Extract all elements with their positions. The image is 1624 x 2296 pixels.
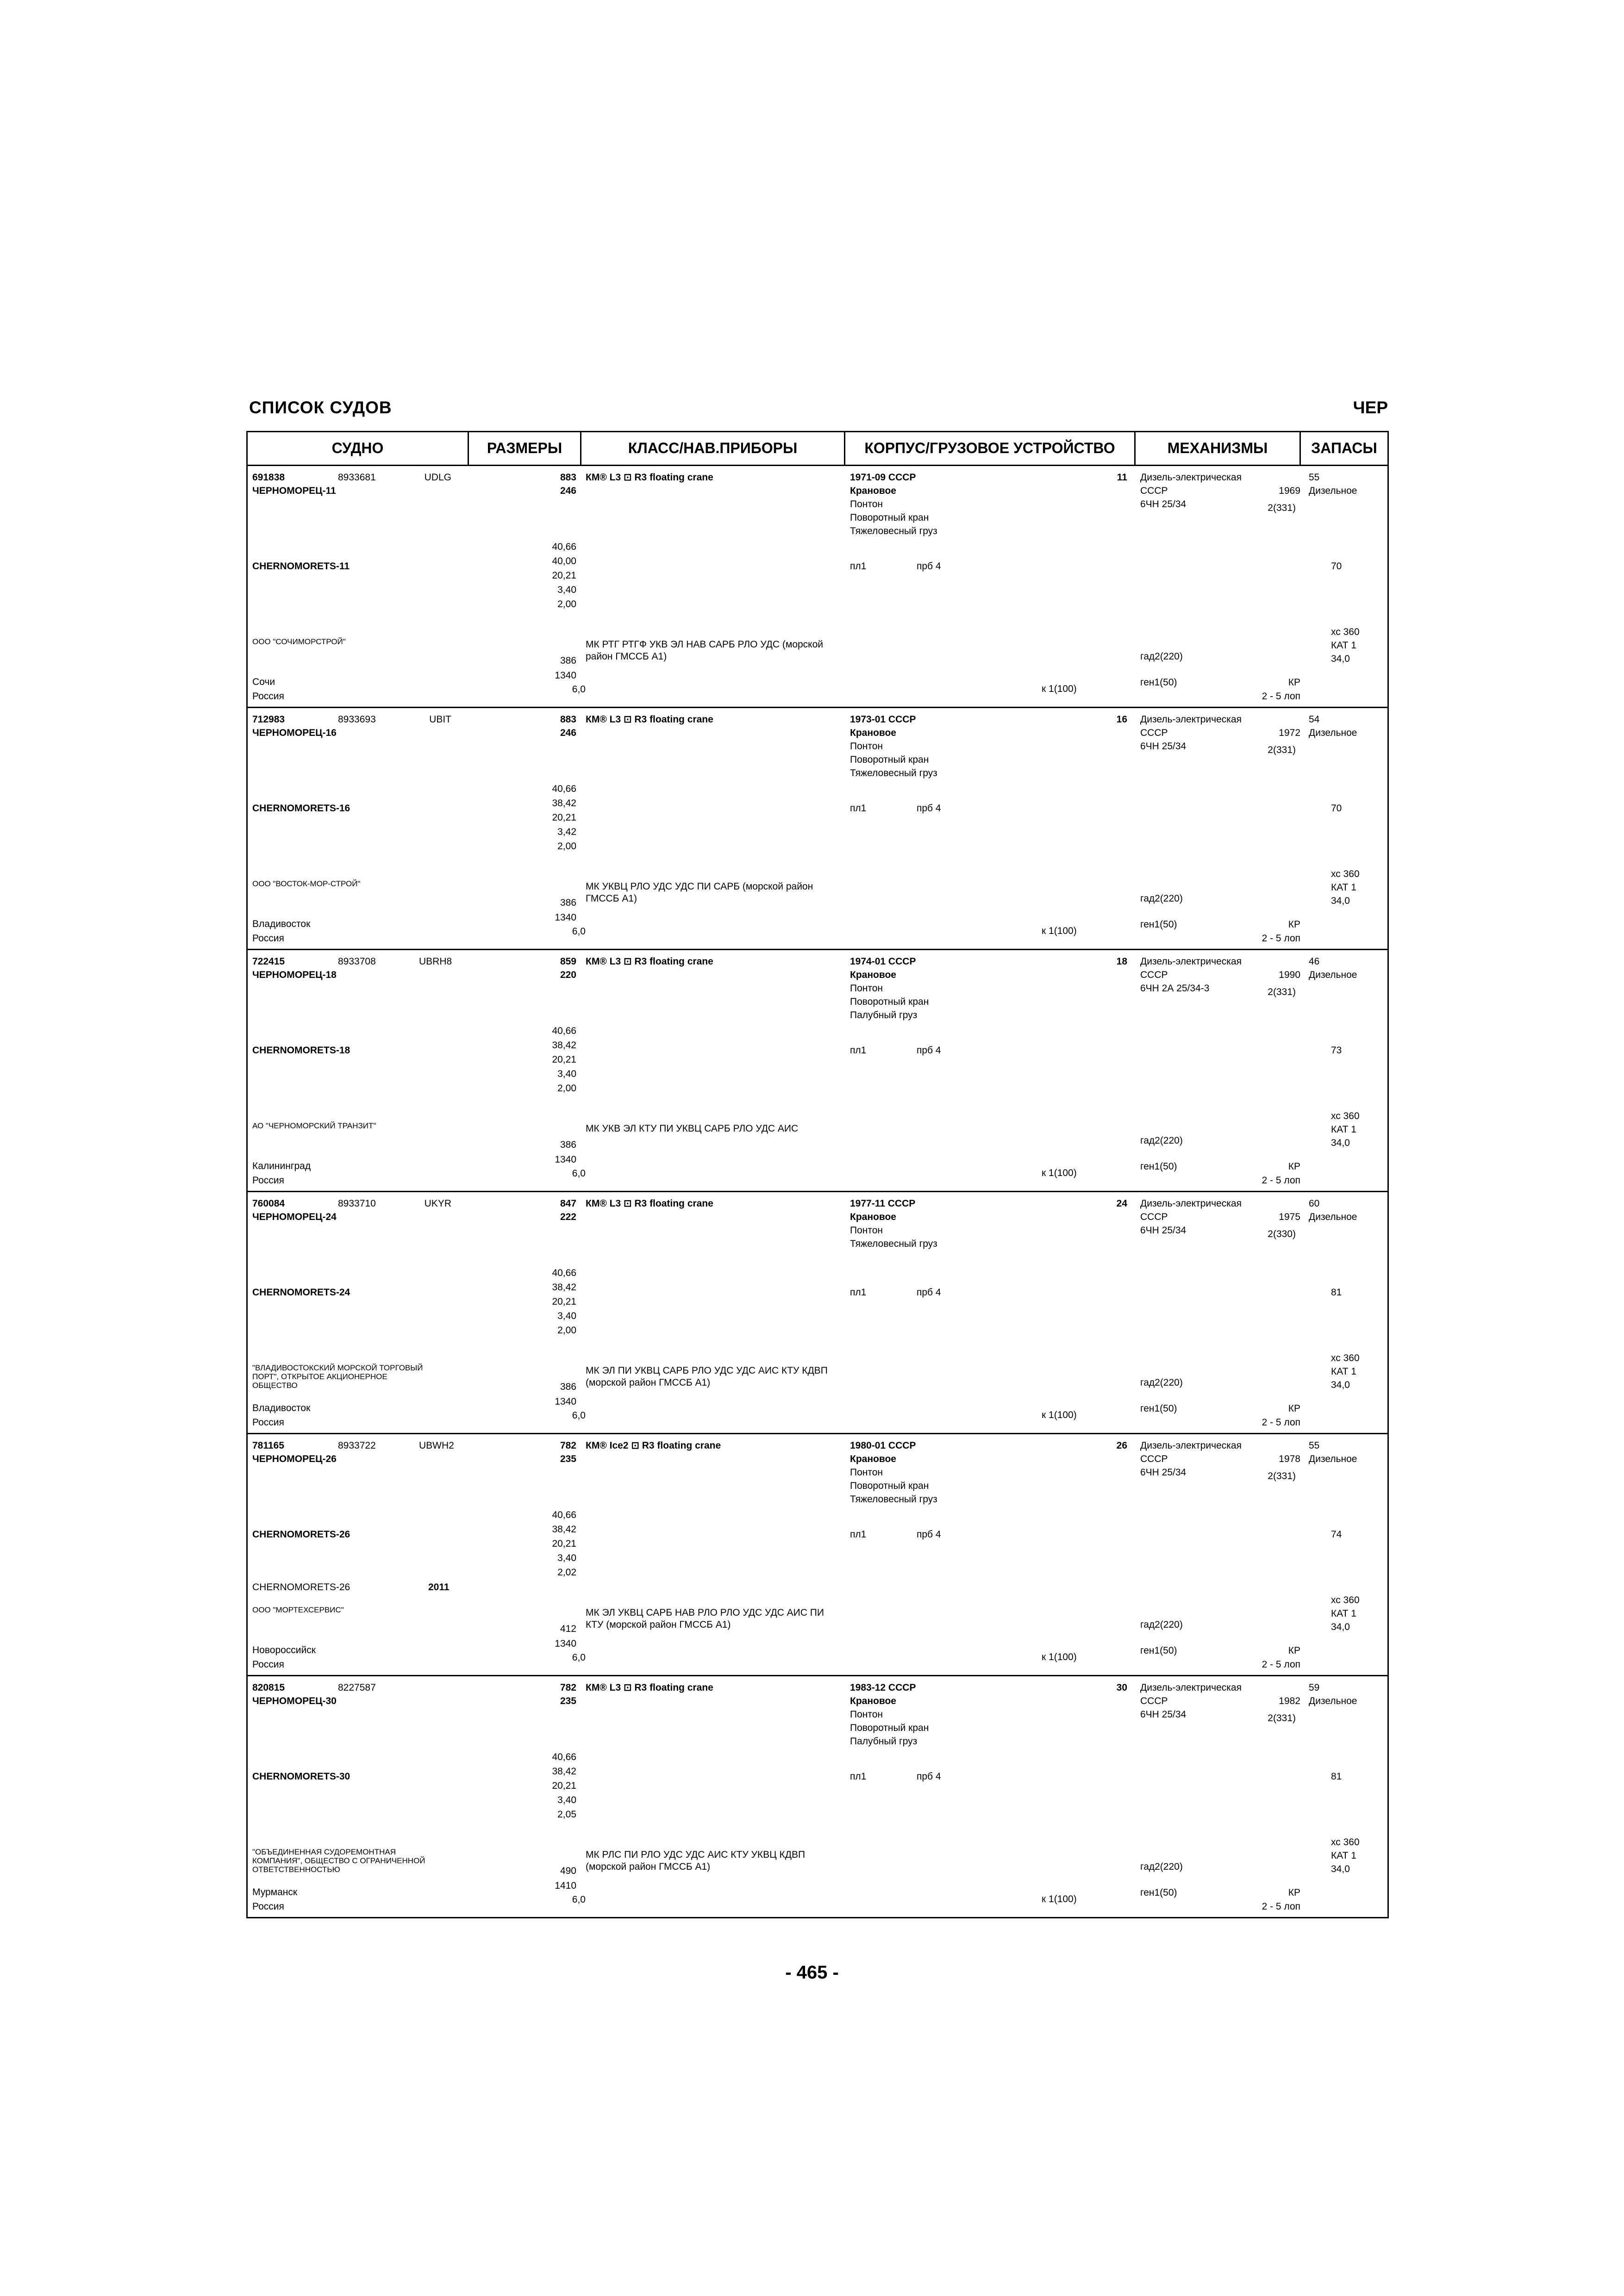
kat-value: КАТ 1 [1331, 882, 1356, 893]
hull-feature: Понтон [850, 983, 883, 994]
reserve-mid: 81 [1331, 1287, 1342, 1298]
reserve-top: 55 [1309, 472, 1320, 483]
engine-country: СССР [1140, 1454, 1168, 1464]
call-sign: UBIT [429, 714, 451, 725]
old-name-year: 2011 [428, 1582, 450, 1593]
kr-value: КР [1288, 1403, 1300, 1414]
dimension-value: 20,21 [552, 812, 576, 823]
ship-record [248, 1676, 1387, 1917]
capacity: 34,0 [1331, 1380, 1350, 1390]
kr-value: КР [1288, 919, 1300, 930]
build-info: 1980-01 СССР [850, 1440, 916, 1451]
kr-value: КР [1288, 1887, 1300, 1898]
ship-type: Крановое [850, 1454, 896, 1464]
xc-value: хс 360 [1331, 627, 1360, 637]
dimension-value: 20,21 [552, 570, 576, 581]
engine-country: СССР [1140, 1212, 1168, 1222]
dimension-value: 3,40 [557, 585, 576, 595]
kat-value: КАТ 1 [1331, 640, 1356, 651]
hull-feature: Тяжеловесный груз [850, 526, 937, 536]
kat-value: КАТ 1 [1331, 1366, 1356, 1377]
ship-name: ЧЕРНОМОРЕЦ-30 [252, 1696, 337, 1706]
xc-value: хс 360 [1331, 1353, 1360, 1363]
k-value: к 1(100) [1042, 1410, 1077, 1420]
reg-number: 781165 [252, 1440, 284, 1451]
hull-feature: Понтон [850, 1467, 883, 1478]
hull-feature: Понтон [850, 741, 883, 752]
ship-name-latin: CHERNOMORETS-16 [252, 803, 350, 814]
reserve-top: 60 [1309, 1198, 1320, 1209]
kr-value: КР [1288, 1645, 1300, 1656]
kat-value: КАТ 1 [1331, 1608, 1356, 1619]
yard-number: 11 [1117, 472, 1127, 483]
ship-name-latin: CHERNOMORETS-11 [252, 561, 350, 572]
flag-country: Россия [252, 1659, 284, 1670]
imo-number: 8933681 [338, 472, 376, 483]
displacement: 1340 [555, 1396, 576, 1407]
page-number: - 465 - [785, 1962, 839, 1983]
engine-model: 6ЧН 25/34 [1140, 741, 1187, 752]
reserve-mid: 70 [1331, 803, 1342, 814]
class-notation: КМ® L3 ⊡ R3 floating crane [586, 1682, 713, 1693]
reserve-mid: 81 [1331, 1771, 1342, 1782]
engine-model: 6ЧН 25/34 [1140, 1709, 1187, 1720]
col-header-reserves: ЗАПАСЫ [1311, 440, 1377, 456]
dimension-value: 3,40 [557, 1553, 576, 1563]
xc-value: хс 360 [1331, 869, 1360, 879]
reg-number: 820815 [252, 1682, 285, 1693]
col-header-class: КЛАСС/НАВ.ПРИБОРЫ [628, 440, 798, 456]
ship-record [248, 1434, 1387, 1676]
gross-tonnage: 235 [560, 1454, 576, 1464]
build-info: 1974-01 СССР [850, 956, 916, 967]
engine-type: Дизель-электрическая [1140, 1682, 1242, 1693]
deck-category: пл1 [850, 1045, 867, 1056]
flag-country: Россия [252, 1417, 284, 1428]
ship-name: ЧЕРНОМОРЕЦ-18 [252, 970, 337, 980]
net-tonnage: 386 [560, 897, 576, 908]
net-tonnage: 386 [560, 1381, 576, 1392]
reg-number: 760084 [252, 1198, 285, 1209]
blade-count: 2 - 5 лоп [1262, 1901, 1300, 1912]
reserve-mid: 73 [1331, 1045, 1342, 1056]
call-sign: UBWH2 [419, 1440, 454, 1451]
net-tonnage: 412 [560, 1624, 576, 1634]
col-header-ship: СУДНО [331, 440, 384, 456]
imo-number: 8933722 [338, 1440, 376, 1451]
dimension-value: 20,21 [552, 1780, 576, 1791]
bulk-category: прб 4 [917, 1771, 941, 1782]
kat-value: КАТ 1 [1331, 1850, 1356, 1861]
class-notation: КМ® L3 ⊡ R3 floating crane [586, 956, 713, 967]
capacity: 34,0 [1331, 1138, 1350, 1148]
dimension-value: 3,40 [557, 1795, 576, 1805]
home-port: Калининград [252, 1161, 311, 1171]
table-header [248, 432, 1387, 466]
generator-1: гад2(220) [1140, 1861, 1183, 1872]
page-title: СПИСОК СУДОВ [249, 398, 392, 417]
dimension-value: 38,42 [552, 1040, 576, 1051]
ship-name: ЧЕРНОМОРЕЦ-11 [252, 485, 336, 496]
engine-year: 1975 [1279, 1212, 1300, 1222]
engine-type: Дизель-электрическая [1140, 472, 1242, 483]
generator-1: гад2(220) [1140, 893, 1183, 904]
deck-category: пл1 [850, 561, 867, 572]
engine-year: 1972 [1279, 728, 1300, 738]
generator-1: гад2(220) [1140, 1135, 1183, 1146]
ship-name: ЧЕРНОМОРЕЦ-24 [252, 1212, 337, 1222]
dimension-value: 2,00 [557, 1083, 576, 1094]
dimension-value: 20,21 [552, 1296, 576, 1307]
capacity: 34,0 [1331, 1622, 1350, 1632]
net-tonnage: 386 [560, 655, 576, 666]
deadweight: 883 [560, 472, 576, 483]
speed: 6,0 [572, 684, 586, 695]
engine-model: 6ЧН 25/34 [1140, 499, 1187, 510]
gross-tonnage: 220 [560, 970, 576, 980]
speed: 6,0 [572, 1410, 586, 1421]
generator-2: ген1(50) [1140, 1403, 1177, 1414]
hull-feature: Поворотный кран [850, 1723, 929, 1733]
k-value: к 1(100) [1042, 1168, 1077, 1178]
class-notation: КМ® L3 ⊡ R3 floating crane [586, 1198, 713, 1209]
dimension-value: 2,02 [557, 1567, 576, 1578]
engine-year: 1990 [1279, 970, 1300, 980]
engine-count: 2(331) [1268, 1471, 1296, 1481]
blade-count: 2 - 5 лоп [1262, 691, 1300, 702]
engine-country: СССР [1140, 728, 1168, 738]
bulk-category: прб 4 [917, 803, 941, 814]
deadweight: 883 [560, 714, 576, 725]
hull-feature: Поворотный кран [850, 512, 929, 523]
reserve-mid: 74 [1331, 1529, 1342, 1540]
speed: 6,0 [572, 926, 586, 937]
dimension-value: 38,42 [552, 798, 576, 809]
reserve-top: 59 [1309, 1682, 1320, 1693]
class-notation: КМ® L3 ⊡ R3 floating crane [586, 714, 713, 725]
owner: ООО "ВОСТОК-МОР-СТРОЙ" [252, 879, 361, 888]
col-header-machinery: МЕХАНИЗМЫ [1167, 440, 1268, 456]
home-port: Владивосток [252, 1403, 311, 1413]
ship-type: Крановое [850, 1696, 896, 1706]
k-value: к 1(100) [1042, 1652, 1077, 1662]
bulk-category: прб 4 [917, 1529, 941, 1540]
generator-1: гад2(220) [1140, 651, 1183, 662]
ship-name-latin: CHERNOMORETS-30 [252, 1771, 350, 1782]
ship-type: Крановое [850, 970, 896, 980]
deadweight: 847 [560, 1198, 576, 1209]
deck-category: пл1 [850, 803, 867, 814]
gross-tonnage: 246 [560, 485, 576, 496]
gross-tonnage: 235 [560, 1696, 576, 1706]
speed: 6,0 [572, 1894, 586, 1905]
blade-count: 2 - 5 лоп [1262, 1175, 1300, 1186]
ship-record [248, 466, 1387, 708]
imo-number: 8933693 [338, 714, 376, 725]
hull-feature: Тяжеловесный груз [850, 768, 937, 778]
dimension-value: 40,66 [552, 1268, 576, 1278]
class-notation: КМ® Ice2 ⊡ R3 floating crane [586, 1440, 721, 1451]
k-value: к 1(100) [1042, 926, 1077, 936]
call-sign: UBRH8 [419, 956, 452, 967]
engine-count: 2(331) [1268, 1713, 1296, 1724]
yard-number: 18 [1116, 956, 1127, 967]
engine-year: 1982 [1279, 1696, 1300, 1706]
col-header-hull: КОРПУС/ГРУЗОВОЕ УСТРОЙСТВО [864, 440, 1115, 456]
engine-country: СССР [1140, 970, 1168, 980]
bulk-category: прб 4 [917, 1045, 941, 1056]
dimension-value: 2,00 [557, 841, 576, 852]
call-sign: UDLG [424, 472, 451, 483]
engine-year: 1969 [1279, 485, 1300, 496]
engine-count: 2(331) [1268, 987, 1296, 997]
k-value: к 1(100) [1042, 684, 1077, 694]
home-port: Владивосток [252, 919, 311, 929]
displacement: 1340 [555, 912, 576, 923]
engine-type: Дизель-электрическая [1140, 956, 1242, 967]
generator-2: ген1(50) [1140, 1887, 1177, 1898]
dimension-value: 20,21 [552, 1538, 576, 1549]
dimension-value: 3,42 [557, 827, 576, 837]
owner: "ВЛАДИВОСТОКСКИЙ МОРСКОЙ ТОРГОВЫЙ ПОРТ", ОТКРЫТОЕ АКЦИОНЕРНОЕ ОБЩЕСТВО [252, 1363, 423, 1390]
build-info: 1971-09 СССР [850, 472, 916, 483]
deadweight: 782 [560, 1440, 576, 1451]
dimension-value: 40,66 [552, 784, 576, 794]
yard-number: 16 [1116, 714, 1127, 725]
hull-feature: Тяжеловесный груз [850, 1238, 937, 1249]
yard-number: 30 [1116, 1682, 1127, 1693]
owner: ООО "СОЧИМОРСТРОЙ" [252, 637, 346, 646]
deck-category: пл1 [850, 1287, 867, 1298]
capacity: 34,0 [1331, 653, 1350, 664]
gross-tonnage: 246 [560, 728, 576, 738]
bulk-category: прб 4 [917, 561, 941, 572]
flag-country: Россия [252, 933, 284, 944]
home-port: Мурманск [252, 1887, 298, 1898]
flag-country: Россия [252, 691, 284, 702]
nav-equipment: МК РЛС ПИ РЛО УДС УДС АИС КТУ УКВЦ КДВП (морской район ГМССБ А1) [586, 1849, 806, 1872]
blade-count: 2 - 5 лоп [1262, 933, 1300, 944]
owner: АО "ЧЕРНОМОРСКИЙ ТРАНЗИТ" [252, 1121, 376, 1130]
generator-1: гад2(220) [1140, 1619, 1183, 1630]
fuel-type: Дизельное [1309, 1454, 1357, 1464]
displacement: 1410 [555, 1880, 576, 1891]
reg-number: 691838 [252, 472, 285, 483]
dimension-value: 40,66 [552, 1510, 576, 1520]
ship-record [248, 950, 1387, 1192]
ship-name: ЧЕРНОМОРЕЦ-16 [252, 728, 337, 738]
deck-category: пл1 [850, 1529, 867, 1540]
xc-value: хс 360 [1331, 1111, 1360, 1121]
xc-value: хс 360 [1331, 1837, 1360, 1848]
class-notation: КМ® L3 ⊡ R3 floating crane [586, 472, 713, 483]
hull-feature: Поворотный кран [850, 996, 929, 1007]
dimension-value: 2,00 [557, 1325, 576, 1336]
home-port: Сочи [252, 677, 275, 687]
ship-table [246, 431, 1389, 1918]
deadweight: 782 [560, 1682, 576, 1693]
dimension-value: 40,66 [552, 1026, 576, 1036]
reserve-top: 55 [1309, 1440, 1320, 1451]
dimension-value: 40,00 [552, 556, 576, 566]
dimension-value: 38,42 [552, 1766, 576, 1777]
yard-number: 24 [1116, 1198, 1127, 1209]
net-tonnage: 386 [560, 1139, 576, 1150]
engine-country: СССР [1140, 485, 1168, 496]
hull-feature: Поворотный кран [850, 754, 929, 765]
ship-name: ЧЕРНОМОРЕЦ-26 [252, 1454, 337, 1464]
reserve-top: 46 [1309, 956, 1320, 967]
ship-record [248, 708, 1387, 950]
fuel-type: Дизельное [1309, 970, 1357, 980]
displacement: 1340 [555, 670, 576, 681]
generator-2: ген1(50) [1140, 1161, 1177, 1172]
engine-year: 1978 [1279, 1454, 1300, 1464]
dimension-value: 38,42 [552, 1282, 576, 1293]
hull-feature: Палубный груз [850, 1010, 918, 1020]
net-tonnage: 490 [560, 1866, 576, 1876]
generator-2: ген1(50) [1140, 919, 1177, 930]
nav-equipment: МК УКВ ЭЛ КТУ ПИ УКВЦ САРБ РЛО УДС АИС [586, 1123, 799, 1134]
col-header-dimensions: РАЗМЕРЫ [487, 440, 562, 456]
build-info: 1983-12 СССР [850, 1682, 916, 1693]
dimension-value: 2,00 [557, 599, 576, 610]
speed: 6,0 [572, 1168, 586, 1179]
hull-feature: Понтон [850, 499, 883, 510]
flag-country: Россия [252, 1175, 284, 1186]
imo-number: 8933710 [338, 1198, 376, 1209]
flag-country: Россия [252, 1901, 284, 1912]
kr-value: КР [1288, 677, 1300, 688]
xc-value: хс 360 [1331, 1595, 1360, 1605]
owner: ООО "МОРТЕХСЕРВИС" [252, 1605, 344, 1614]
imo-number: 8933708 [338, 956, 376, 967]
reserve-top: 54 [1309, 714, 1320, 725]
dimension-value: 2,05 [557, 1809, 576, 1820]
engine-model: 6ЧН 25/34 [1140, 1467, 1187, 1478]
ship-name-latin-old: CHERNOMORETS-26 [252, 1582, 350, 1593]
fuel-type: Дизельное [1309, 728, 1357, 738]
engine-country: СССР [1140, 1696, 1168, 1706]
engine-type: Дизель-электрическая [1140, 1440, 1242, 1451]
nav-equipment: МК ЭЛ УКВЦ САРБ НАВ РЛО РЛО УДС УДС АИС ПИ КТУ (морской район ГМССБ А1) [586, 1607, 824, 1630]
fuel-type: Дизельное [1309, 485, 1357, 496]
reserve-mid: 70 [1331, 561, 1342, 572]
k-value: к 1(100) [1042, 1894, 1077, 1904]
blade-count: 2 - 5 лоп [1262, 1659, 1300, 1670]
deck-category: пл1 [850, 1771, 867, 1782]
dimension-value: 38,42 [552, 1524, 576, 1535]
nav-equipment: МК УКВЦ РЛО УДС УДС ПИ САРБ (морской район ГМССБ А1) [586, 881, 813, 904]
owner: "ОБЪЕДИНЕННАЯ СУДОРЕМОНТНАЯ КОМПАНИЯ", ОБЩЕСТВО С ОГРАНИЧЕННОЙ ОТВЕТСТВЕННОСТЬЮ [252, 1848, 425, 1874]
call-sign: UKYR [424, 1198, 451, 1209]
ship-name-latin: CHERNOMORETS-18 [252, 1045, 350, 1056]
generator-2: ген1(50) [1140, 1645, 1177, 1656]
engine-model: 6ЧН 25/34 [1140, 1225, 1187, 1236]
gross-tonnage: 222 [560, 1212, 576, 1222]
engine-count: 2(330) [1268, 1229, 1296, 1239]
build-info: 1973-01 СССР [850, 714, 916, 725]
deadweight: 859 [560, 956, 576, 967]
displacement: 1340 [555, 1638, 576, 1649]
ship-type: Крановое [850, 1212, 896, 1222]
blade-count: 2 - 5 лоп [1262, 1417, 1300, 1428]
dimension-value: 40,66 [552, 541, 576, 552]
displacement: 1340 [555, 1154, 576, 1165]
kat-value: КАТ 1 [1331, 1124, 1356, 1135]
dimension-value: 40,66 [552, 1752, 576, 1762]
home-port: Новороссийск [252, 1645, 316, 1655]
capacity: 34,0 [1331, 1864, 1350, 1874]
engine-model: 6ЧН 2А 25/34-3 [1140, 983, 1210, 994]
nav-equipment: МК РТГ РТГФ УКВ ЭЛ НАВ САРБ РЛО УДС (морской район ГМССБ А1) [586, 639, 824, 662]
hull-feature: Тяжеловесный груз [850, 1494, 937, 1505]
capacity: 34,0 [1331, 896, 1350, 906]
engine-type: Дизель-электрическая [1140, 714, 1242, 725]
dimension-value: 20,21 [552, 1054, 576, 1065]
build-info: 1977-11 СССР [850, 1198, 916, 1209]
ship-type: Крановое [850, 485, 896, 496]
hull-feature: Поворотный кран [850, 1481, 929, 1491]
ship-name-latin: CHERNOMORETS-24 [252, 1287, 350, 1298]
engine-type: Дизель-электрическая [1140, 1198, 1242, 1209]
fuel-type: Дизельное [1309, 1696, 1357, 1706]
engine-count: 2(331) [1268, 503, 1296, 513]
imo-number: 8227587 [338, 1682, 376, 1693]
dimension-value: 3,40 [557, 1311, 576, 1321]
ship-type: Крановое [850, 728, 896, 738]
reg-number: 722415 [252, 956, 285, 967]
dimension-value: 3,40 [557, 1069, 576, 1079]
records-body [248, 466, 1387, 1917]
engine-count: 2(331) [1268, 745, 1296, 755]
hull-feature: Понтон [850, 1709, 883, 1720]
generator-1: гад2(220) [1140, 1377, 1183, 1388]
bulk-category: прб 4 [917, 1287, 941, 1298]
fuel-type: Дизельное [1309, 1212, 1357, 1222]
speed: 6,0 [572, 1652, 586, 1663]
ship-name-latin: CHERNOMORETS-26 [252, 1529, 350, 1540]
generator-2: ген1(50) [1140, 677, 1177, 688]
hull-feature: Палубный груз [850, 1736, 918, 1747]
reg-number: 712983 [252, 714, 285, 725]
hull-feature: Понтон [850, 1225, 883, 1236]
kr-value: КР [1288, 1161, 1300, 1172]
section-code: ЧЕР [1353, 398, 1388, 417]
ship-record [248, 1192, 1387, 1434]
nav-equipment: МК ЭЛ ПИ УКВЦ САРБ РЛО УДС УДС АИС КТУ КДВП (морской район ГМССБ А1) [586, 1365, 828, 1388]
yard-number: 26 [1116, 1440, 1127, 1451]
